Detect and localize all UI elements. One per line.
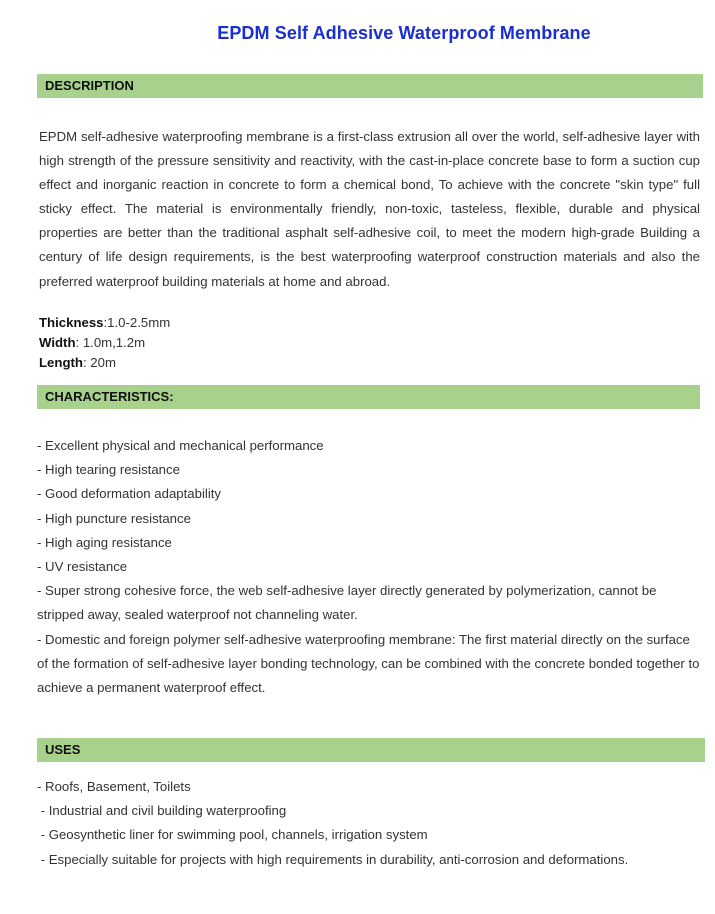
list-item: - Especially suitable for projects with high requirements in durability, anti-corrosion and deformations. <box>37 851 629 867</box>
spec-thickness <box>39 313 170 333</box>
spec-value: : 1.0m,1.2m <box>75 335 146 350</box>
spec-label: Width <box>39 335 76 350</box>
list-item: - UV resistance <box>37 559 128 575</box>
list-item: - High aging resistance <box>37 534 172 550</box>
section-heading: CHARACTERISTICS: <box>45 389 174 404</box>
section-header-characteristics <box>37 385 700 409</box>
spec-label: Thickness <box>39 315 104 330</box>
section-heading: USES <box>45 742 81 757</box>
list-item: - Domestic and foreign polymer self-adhesive waterproofing membrane: The first material directly on the surface of the formation of self-adhesive layer bonding technology, can be combined with the concrete bonded together to achieve a permanent waterproof effect. <box>37 631 700 696</box>
uses-list <box>37 775 702 872</box>
list-item: - High tearing resistance <box>37 462 180 478</box>
section-header-uses <box>37 738 705 762</box>
spec-value: :1.0-2.5mm <box>103 315 171 330</box>
list-item: - Industrial and civil building waterproofing <box>37 803 287 819</box>
spec-list <box>39 313 170 373</box>
spec-value: : 20m <box>82 355 116 370</box>
list-item: - High puncture resistance <box>37 510 191 526</box>
section-heading: DESCRIPTION <box>45 78 134 93</box>
page-title: EPDM Self Adhesive Waterproof Membrane <box>217 23 591 43</box>
spec-width <box>39 333 170 353</box>
list-item: - Roofs, Basement, Toilets <box>37 779 191 794</box>
spec-label: Length <box>39 355 83 370</box>
characteristics-list <box>37 434 702 700</box>
description-paragraph: EPDM self-adhesive waterproofing membrane is a first-class extrusion all over the world, self-adhesive layer with high strength of the pressure sensitivity and reactivity, with the cast-in-place concrete base to form a suction cup effect and inorganic reaction in concrete to form a chemical bond, To achieve with the concrete "skin type" full sticky effect. The material is environmentally friendly, non-toxic, tasteless, flexible, durable and physical properties are better than the traditional asphalt self-adhesive coil, to meet the modern high-grade Building a century of life design requirements, is the best waterproofing waterproof construction materials and also the preferred waterproof building materials at home and abroad. <box>39 129 700 289</box>
section-header-description <box>37 74 703 98</box>
list-item: - Good deformation adaptability <box>37 486 222 502</box>
spec-length <box>39 353 170 373</box>
list-item: - Geosynthetic liner for swimming pool, channels, irrigation system <box>37 827 428 843</box>
list-item: - Excellent physical and mechanical performance <box>37 438 324 453</box>
list-item: - Super strong cohesive force, the web self-adhesive layer directly generated by polymerization, cannot be stripped away, sealed waterproof not channeling water. <box>37 583 657 623</box>
